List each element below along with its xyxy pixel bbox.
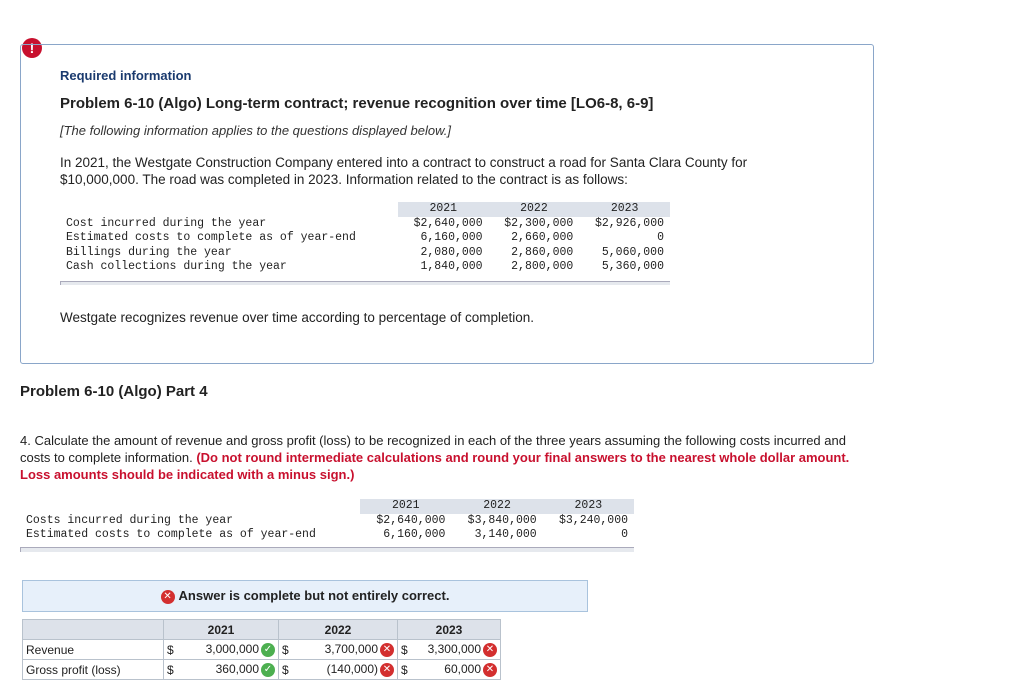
cost-table [20,499,634,543]
answer-table [22,619,501,680]
required-info-label: Required information [60,68,192,83]
currency-symbol: $ [398,640,415,660]
answer-input[interactable] [180,640,279,660]
year-header: 2022 [279,620,398,640]
cell-value: $2,640,000 [413,216,483,230]
cell-value: $2,300,000 [504,216,574,230]
answer-row-revenue [23,640,501,660]
header-blank [23,620,164,640]
contract-table [60,202,670,275]
cell-value: 2,860,000 [511,245,574,259]
answer-status-text: Answer is complete but not entirely correct. [178,588,450,603]
cell-value: 3,140,000 [474,528,537,541]
cell-value: $2,926,000 [594,216,664,230]
answer-value: (140,000) [326,662,378,677]
table-row [60,231,670,246]
cell-value: 6,160,000 [420,231,483,244]
answer-row-gross-profit [23,660,501,680]
header-blank [60,202,398,217]
answer-input[interactable] [180,660,279,680]
answer-value: 3,000,000 [205,642,259,657]
correct-check-icon: ✓ [261,643,275,657]
cell-value: $3,840,000 [467,513,537,527]
row-label: Revenue [23,640,164,660]
answer-input[interactable] [295,660,398,680]
row-label: Gross profit (loss) [23,660,164,680]
alert-icon: ! [22,38,42,58]
year-header: 2021 [360,499,451,514]
question-main: 4. Calculate the amount of revenue and gross profit (loss) to be recognized in each of the three years assuming the following costs incurred and costs to complete information. [20,433,846,465]
year-header: 2023 [543,499,634,514]
cell-value: $2,640,000 [376,513,446,527]
row-label: Estimated costs to complete as of year-end [26,528,316,541]
table-header-row [20,499,634,514]
table-footer-bar [60,281,670,285]
table-header-row [60,202,670,217]
question-instructions: (Do not round intermediate calculations and round your final answers to the nearest whole dollar amount. Loss amounts should be indicated with a minus sign.) [20,450,850,482]
currency-symbol: $ [164,640,181,660]
cell-value: 6,160,000 [383,528,446,541]
year-header: 2021 [398,202,489,217]
cell-value: 1,840,000 [420,260,483,273]
cell-value: 2,800,000 [511,260,574,273]
table-row [60,217,670,232]
table-row [20,514,634,529]
currency-symbol: $ [164,660,181,680]
problem-title: Problem 6-10 (Algo) Long-term contract; revenue recognition over time [LO6-8, 6-9] [60,95,654,112]
answer-input[interactable] [295,640,398,660]
currency-symbol: $ [279,640,296,660]
incorrect-icon: ✕ [483,643,497,657]
cell-value: $3,240,000 [558,513,628,527]
part-title: Problem 6-10 (Algo) Part 4 [20,383,208,400]
cell-value: 2,660,000 [511,231,574,244]
question-text [20,432,870,483]
row-label: Estimated costs to complete as of year-end [66,231,356,244]
intro-paragraph: In 2021, the Westgate Construction Company entered into a contract to construct a road for Santa Clara County for $10,000,000. The road was completed in 2023. Information related to the contract is as follows: [60,155,748,187]
currency-symbol: $ [279,660,296,680]
row-label: Billings during the year [66,245,232,259]
year-header: 2022 [489,202,580,217]
answer-value: 3,700,000 [324,642,378,657]
answer-value: 360,000 [215,662,259,677]
year-header: 2023 [398,620,501,640]
incorrect-icon: ✕ [483,663,497,677]
table-footer-bar [20,547,634,552]
table-row [60,260,670,275]
answer-input[interactable] [414,640,501,660]
table-header-row [23,620,501,640]
answer-value: 3,300,000 [427,642,481,657]
recognition-text: Westgate recognizes revenue over time according to percentage of completion. [60,310,535,325]
year-header: 2022 [451,499,542,514]
cell-value: 0 [657,231,664,244]
table-row [60,246,670,261]
correct-check-icon: ✓ [261,663,275,677]
incorrect-icon: ✕ [161,590,175,604]
table-row [20,528,634,543]
answer-input[interactable] [414,660,501,680]
info-note: [The following information applies to the questions displayed below.] [60,123,451,138]
answer-status-banner [22,580,588,612]
year-header: 2023 [579,202,670,217]
answer-value: 60,000 [444,662,481,677]
header-blank [20,499,360,514]
cell-value: 2,080,000 [420,245,483,259]
row-label: Cash collections during the year [66,260,287,273]
cell-value: 0 [621,528,628,541]
cell-value: 5,060,000 [601,245,664,259]
year-header: 2021 [164,620,279,640]
incorrect-icon: ✕ [380,663,394,677]
currency-symbol: $ [398,660,415,680]
row-label: Costs incurred during the year [26,513,234,527]
incorrect-icon: ✕ [380,643,394,657]
row-label: Cost incurred during the year [66,216,267,230]
cell-value: 5,360,000 [601,260,664,273]
